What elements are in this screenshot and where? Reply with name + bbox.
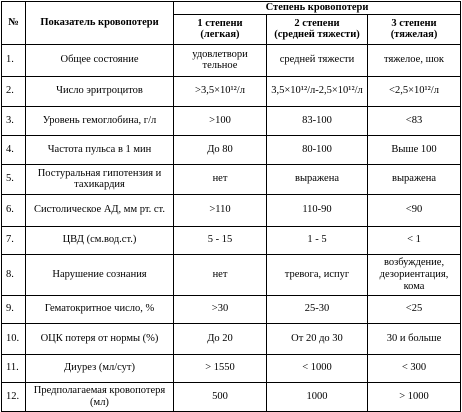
- table-row: [2, 295, 461, 323]
- row-num: 3.: [2, 106, 26, 135]
- header-degree: Степень кровопотери: [174, 2, 461, 15]
- row-degree-1: 500: [174, 382, 267, 411]
- row-degree-2: От 20 до 30: [267, 323, 368, 354]
- row-degree-3: <25: [368, 295, 461, 323]
- table-row: [2, 354, 461, 382]
- row-degree-3: <2,5×10¹²/л: [368, 76, 461, 106]
- row-degree-3: 30 и больше: [368, 323, 461, 354]
- row-degree-3: возбуждение, дезориентация, кома: [368, 254, 461, 295]
- row-indicator: Систолическое АД, мм рт. ст.: [26, 194, 174, 226]
- row-degree-2: 1 - 5: [267, 226, 368, 254]
- row-degree-2: выражена: [267, 164, 368, 194]
- row-degree-2: средней тяжести: [267, 44, 368, 76]
- row-num: 9.: [2, 295, 26, 323]
- row-indicator: Нарушение сознания: [26, 254, 174, 295]
- row-indicator: ЦВД (см.вод.ст.): [26, 226, 174, 254]
- row-degree-2: 3,5×10¹²/л-2,5×10¹²/л: [267, 76, 368, 106]
- header-degree-1-title: 1 степени: [197, 17, 243, 29]
- row-indicator: Предполагаемая кровопотеря (мл): [26, 382, 174, 411]
- row-degree-1: До 20: [174, 323, 267, 354]
- row-num: 1.: [2, 44, 26, 76]
- row-degree-2: 1000: [267, 382, 368, 411]
- row-indicator: ОЦК потеря от нормы (%): [26, 323, 174, 354]
- row-indicator: Число эритроцитов: [26, 76, 174, 106]
- table-row: [2, 382, 461, 411]
- table-row: [2, 194, 461, 226]
- table-row: [2, 76, 461, 106]
- row-num: 2.: [2, 76, 26, 106]
- row-num: 4.: [2, 135, 26, 164]
- row-degree-1: >100: [174, 106, 267, 135]
- table-row: [2, 226, 461, 254]
- table-row: [2, 323, 461, 354]
- row-degree-1: >30: [174, 295, 267, 323]
- row-degree-3: < 1: [368, 226, 461, 254]
- header-degree-1-sub: (легкая): [200, 29, 240, 41]
- row-degree-1: До 80: [174, 135, 267, 164]
- row-num: 11.: [2, 354, 26, 382]
- row-indicator: Уровень гемоглобина, г/л: [26, 106, 174, 135]
- row-num: 5.: [2, 164, 26, 194]
- row-indicator: Постуральная гипотензия и тахикардия: [26, 164, 174, 194]
- row-degree-3: < 300: [368, 354, 461, 382]
- row-degree-2: 25-30: [267, 295, 368, 323]
- row-degree-1: > 1550: [174, 354, 267, 382]
- header-degree-3-title: 3 степени: [391, 17, 437, 29]
- row-num: 12.: [2, 382, 26, 411]
- table-row: [2, 254, 461, 295]
- blood-loss-table: [1, 1, 461, 412]
- row-degree-3: <90: [368, 194, 461, 226]
- row-degree-3: <83: [368, 106, 461, 135]
- row-degree-2: тревога, испуг: [267, 254, 368, 295]
- row-degree-3: > 1000: [368, 382, 461, 411]
- header-degree-1: [174, 14, 267, 44]
- table-row: [2, 135, 461, 164]
- header-degree-2-sub: (средней тяжести): [274, 29, 360, 41]
- row-degree-3: тяжелое, шок: [368, 44, 461, 76]
- row-num: 10.: [2, 323, 26, 354]
- table-row: [2, 44, 461, 76]
- row-degree-1: >110: [174, 194, 267, 226]
- row-indicator: Частота пульса в 1 мин: [26, 135, 174, 164]
- row-degree-2: 110-90: [267, 194, 368, 226]
- row-degree-2: 83-100: [267, 106, 368, 135]
- row-degree-3: выражена: [368, 164, 461, 194]
- row-num: 6.: [2, 194, 26, 226]
- row-degree-1: 5 - 15: [174, 226, 267, 254]
- row-degree-1: нет: [174, 164, 267, 194]
- header-degree-2: [267, 14, 368, 44]
- header-indicator: Показатель кровопотери: [26, 2, 174, 45]
- table-row: [2, 164, 461, 194]
- row-degree-1: >3,5×10¹²/л: [174, 76, 267, 106]
- row-degree-2: < 1000: [267, 354, 368, 382]
- row-num: 8.: [2, 254, 26, 295]
- table-row: [2, 106, 461, 135]
- header-degree-2-title: 2 степени: [294, 17, 340, 29]
- header-degree-3-sub: (тяжелая): [390, 29, 438, 41]
- row-indicator: Гематокритное число, %: [26, 295, 174, 323]
- row-indicator: Общее состояние: [26, 44, 174, 76]
- row-indicator: Диурез (мл/сут): [26, 354, 174, 382]
- row-num: 7.: [2, 226, 26, 254]
- row-degree-1: нет: [174, 254, 267, 295]
- row-degree-2: 80-100: [267, 135, 368, 164]
- header-num: №: [2, 2, 26, 45]
- row-degree-1: удовлетвори тельное: [174, 44, 267, 76]
- row-degree-3: Выше 100: [368, 135, 461, 164]
- header-degree-3: [368, 14, 461, 44]
